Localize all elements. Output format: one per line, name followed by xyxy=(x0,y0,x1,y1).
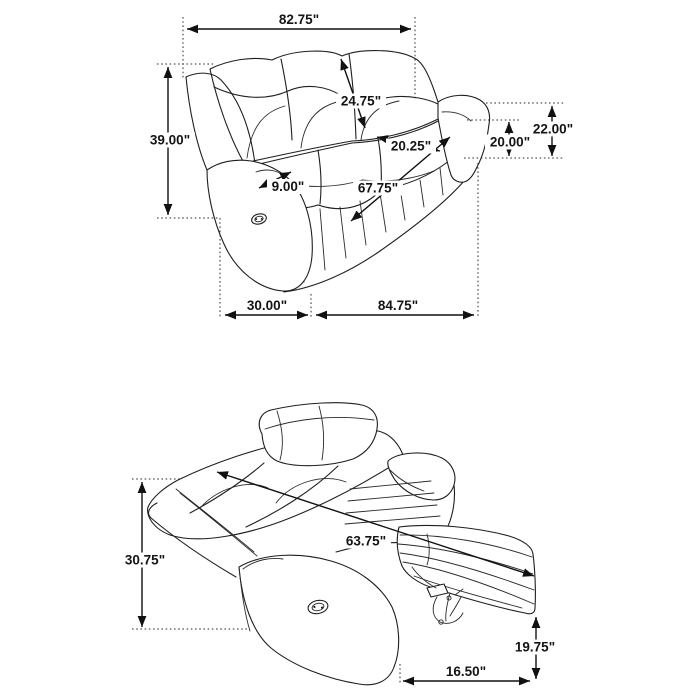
dim-arm-width-label: 9.00" xyxy=(271,179,305,194)
reclined-left-arm-panel xyxy=(239,555,399,685)
dim-seat-width-label: 67.75" xyxy=(357,180,399,196)
dim-reclined-length-label: 63.75" xyxy=(345,533,387,549)
dim-overall-height-label: 39.00" xyxy=(149,132,191,148)
dim-seat-to-arm-label: 20.00" xyxy=(489,134,531,150)
dim-overall-width-label: 82.75" xyxy=(278,12,320,27)
sofa-upright-figure xyxy=(186,51,490,292)
dim-arm-height-label: 22.00" xyxy=(532,121,574,137)
dim-base-depth-label: 30.00" xyxy=(246,298,288,313)
dim-diagonal-length-label: 84.75" xyxy=(377,298,419,313)
dim-footrest-height-label: 19.75" xyxy=(514,639,556,655)
dim-reclined-height-label: 30.75" xyxy=(124,552,166,568)
dim-footrest-extension-label: 16.50" xyxy=(445,664,487,679)
dim-seat-depth-label: 20.25" xyxy=(390,138,432,154)
upright-left-arm-outer xyxy=(186,77,207,170)
dim-back-height-label: 24.75" xyxy=(340,93,382,109)
